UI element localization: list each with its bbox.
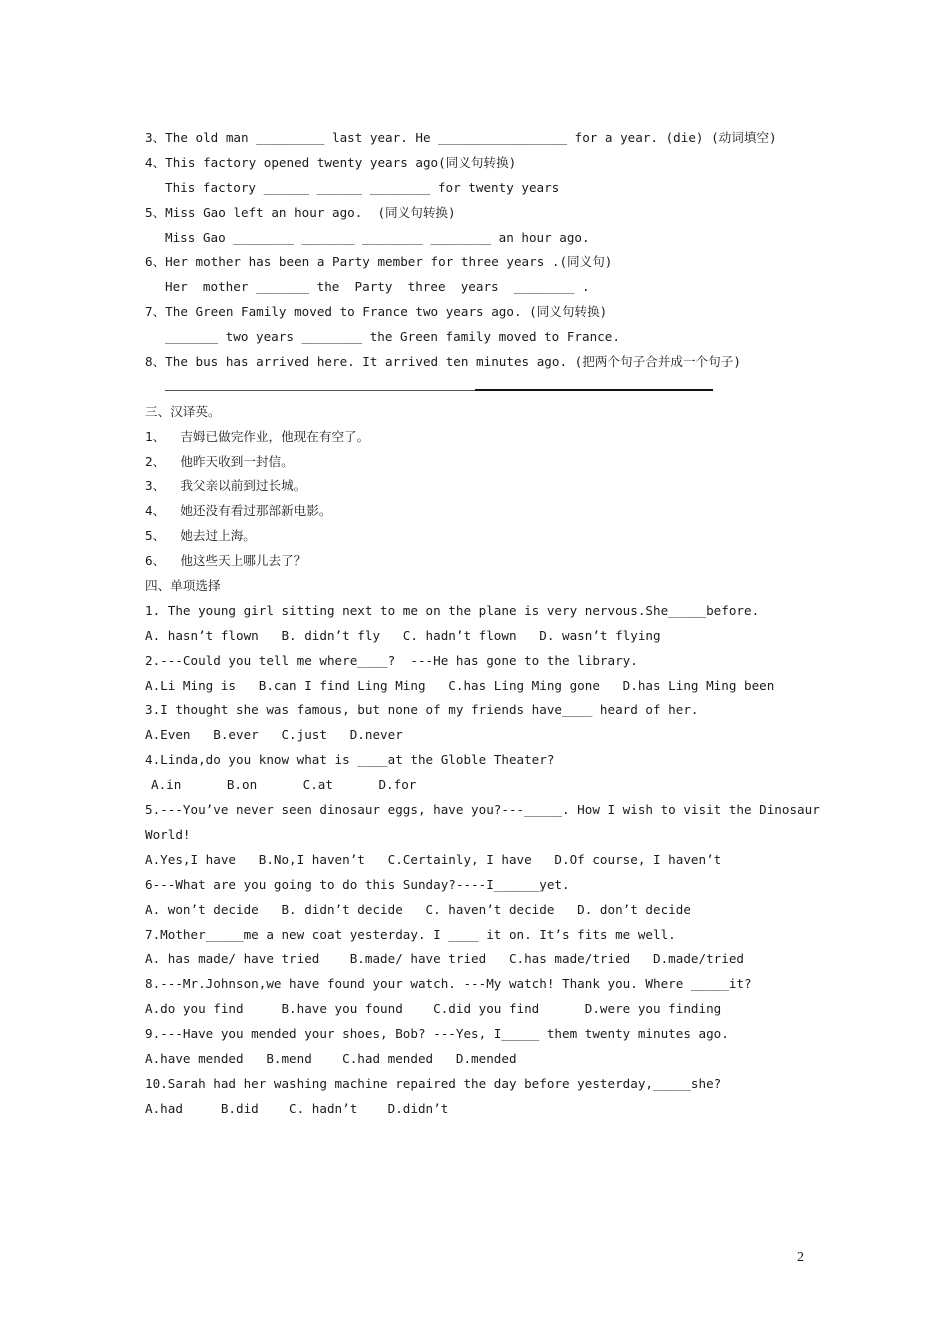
question-line: 8.---Mr.Johnson,we have found your watch. ---My watch! Thank you. Where _____it?	[145, 976, 752, 992]
options-line: A. has made/ have tried B.made/ have tried C.has made/tried D.made/tried	[145, 951, 744, 967]
answer-line-thick	[475, 389, 713, 391]
page-number: 2	[797, 1250, 804, 1265]
exercise-line: This factory ______ ______ ________ for twenty years	[165, 179, 560, 195]
section-heading: 三、汉译英。	[145, 403, 221, 419]
options-line: A.Li Ming is B.can I find Ling Ming C.has Ling Ming gone D.has Ling Ming been	[145, 677, 775, 693]
options-line: A.have mended B.mend C.had mended D.mended	[145, 1050, 517, 1066]
exercise-line: _______ two years ________ the Green family moved to France.	[165, 329, 620, 345]
question-line: 2.---Could you tell me where____? ---He has gone to the library.	[145, 652, 638, 668]
options-line: A. hasn’t flown B. didn’t fly C. hadn’t flown D. wasn’t flying	[145, 627, 661, 643]
options-line: A.in B.on C.at D.for	[151, 777, 417, 793]
question-line: 6---What are you going to do this Sunday?----I______yet.	[145, 876, 570, 892]
answer-line	[145, 375, 825, 400]
exercise-line: Her mother _______ the Party three years ________ .	[165, 279, 590, 295]
question-line: 1. The young girl sitting next to me on the plane is very nervous.She_____before.	[145, 602, 760, 618]
translation-item: 6、 他这些天上哪儿去了？	[145, 553, 307, 569]
worksheet-body	[145, 126, 825, 1122]
question-line: 3.I thought she was famous, but none of my friends have____ heard of her.	[145, 702, 699, 718]
translation-item: 4、 她还没有看过那部新电影。	[145, 503, 332, 519]
exercise-line: Miss Gao ________ _______ ________ ________ an hour ago.	[165, 229, 590, 245]
question-line: 4.Linda,do you know what is ____at the Globle Theater?	[145, 752, 555, 768]
options-line: A.had B.did C. hadn’t D.didn’t	[145, 1100, 449, 1116]
exercise-line: 4、This factory opened twenty years ago(同义句转换)	[145, 154, 517, 170]
translation-item: 1、 吉姆已做完作业，他现在有空了。	[145, 428, 370, 444]
question-line: 5.---You’ve never seen dinosaur eggs, have you?---_____. How I wish to visit the Dinosaur	[145, 802, 820, 818]
options-line: A.do you find B.have you found C.did you find D.were you finding	[145, 1001, 722, 1017]
translation-item: 2、 他昨天收到一封信。	[145, 453, 294, 469]
question-line: 10.Sarah had her washing machine repaired the day before yesterday,_____she?	[145, 1075, 722, 1091]
exercise-line: 7、The Green Family moved to France two years ago. (同义句转换)	[145, 304, 608, 320]
translation-item: 5、 她去过上海。	[145, 528, 256, 544]
question-line: 9.---Have you mended your shoes, Bob? ---Yes, I_____ them twenty minutes ago.	[145, 1026, 729, 1042]
exercise-line: 5、Miss Gao left an hour ago. (同义句转换)	[145, 204, 456, 220]
exercise-line: 3、The old man _________ last year. He _________________ for a year. (die) (动词填空)	[145, 130, 777, 145]
options-line: A.Yes,I have B.No,I haven’t C.Certainly, I have D.Of course, I haven’t	[145, 851, 722, 867]
question-line: 7.Mother_____me a new coat yesterday. I ____ it on. It’s fits me well.	[145, 926, 676, 942]
question-line: World!	[145, 826, 191, 842]
exercise-line: 6、Her mother has been a Party member for three years .(同义句)	[145, 254, 613, 270]
section-heading: 四、单项选择	[145, 578, 221, 594]
exercise-line: 8、The bus has arrived here. It arrived ten minutes ago. (把两个句子合并成一个句子)	[145, 354, 741, 370]
options-line: A. won’t decide B. didn’t decide C. haven’t decide D. don’t decide	[145, 901, 691, 917]
options-line: A.Even B.ever C.just D.never	[145, 727, 403, 743]
translation-item: 3、 我父亲以前到过长城。	[145, 478, 307, 494]
answer-line-thin	[165, 390, 495, 391]
